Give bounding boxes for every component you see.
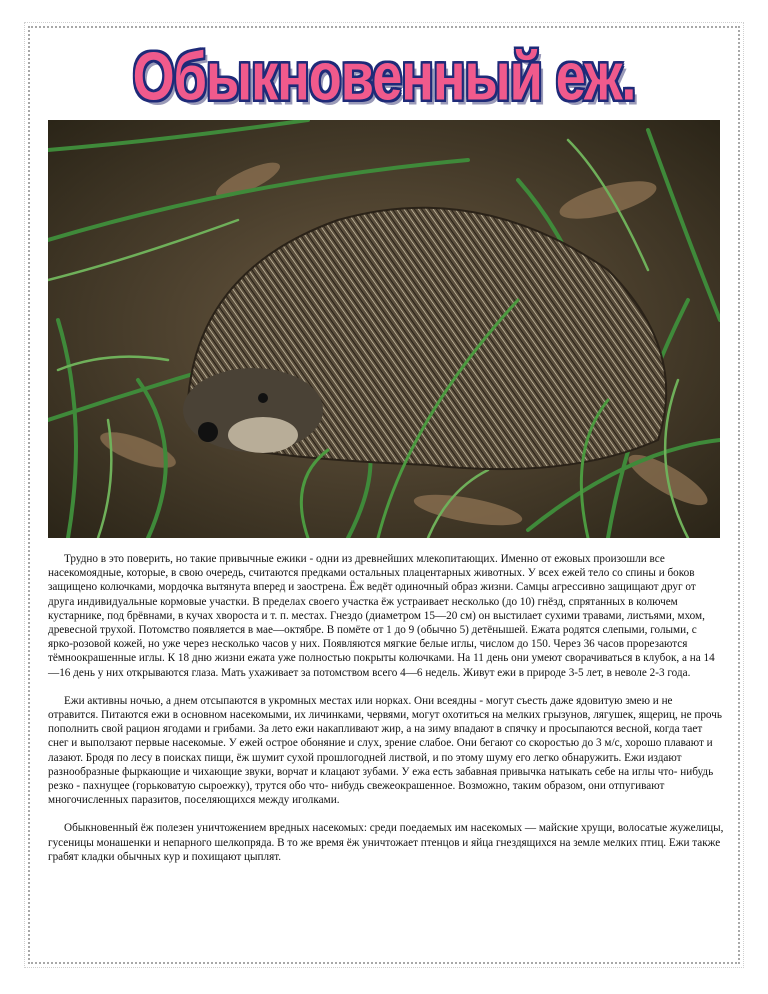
page-title: Обыкновенный еж. bbox=[132, 39, 636, 115]
paragraph: Трудно в это поверить, но такие привычные ежики - одни из древнейших млекопитающих. Именно от ежовых произошли все насекомоядные, которые, в свою очередь, считаются предками остальных плацентарных животных. У всех ежей тело со спины и боков защищено колючками, мордочка вытянута вперед и заострена. Ёж ведёт одиночный образ жизни. Самцы агрессивно защищают друг от друга индивидуальные кормовые участки. В пределах своего участка ёж устраивает несколько (до 10) гнёзд, спрятанных в колючем кустарнике, под брёвнами, в кучах хвороста и т. п. местах. Гнездо (диаметром 15—20 см) он выстилает сухими травами, листьями, мхом, древесной трухой. Потомство появляется в мае—октябре. В помёте от 1 до 9 (обычно 5) детёнышей. Ежата родятся слепыми, голыми, с ярко-розовой кожей, но уже через несколько часов у них. Появляются мягкие белые иглы, числом до 150. Через 36 часов прорезаются тёмноокрашенные иглы. К 18 дню жизни ежата уже полностью покрыты колючками. На 11 день они умеют сворачиваться в клубок, а на 14—16 день у них открываются глаза. Мать ухаживает за потомством всего 4—6 недель. Живут ежи в природе 3-5 лет, в неволе 2-3 года. bbox=[48, 553, 715, 679]
hedgehog-photo bbox=[48, 120, 720, 538]
article-text bbox=[48, 552, 724, 878]
paragraph: Обыкновенный ёж полезен уничтожением вредных насекомых: среди поедаемых им насекомых — майские хрущи, волосатые жужелицы, гусеницы монашенки и непарного шелкопряда. В то же время ёж уничтожает птенцов и яйца гнездящихся на земле мелких птиц. Ежи также грабят кладки обычных кур и похищают цыплят. bbox=[48, 822, 724, 863]
paragraph: Ежи активны ночью, а днем отсыпаются в укромных местах или норках. Они всеядны - могут съесть даже ядовитую змею и не отравится. Питаются ежи в основном насекомыми, их личинками, червями, могут охотиться на мелких грызунов, лягушек, ящериц, не прочь пополнить свой рацион ягодами и грибами. За лето ежи накапливают жир, а на зиму впадают в спячку и просыпаются весной, когда тает снег и выползают первые насекомые. У ежей острое обоняние и слух, зрение слабое. Они бегают со скоростью до 3 м/с, хорошо плавают и лазают. Бродя по лесу в поисках пищи, ёж шумит сухой прошлогодней листвой, и по этому шуму его легко обнаружить. Ежи издают разнообразные фыркающие и чихающие звуки, ворчат и клацают зубами. У ежа есть забавная привычка натыкать себе на иглы что- нибудь резко - пахнущее (горьковатую сыроежку), трутся обо что- нибудь свежеокрашенное. Возможно, таким образом, они отпугивают многочисленных паразитов, поселяющихся между иголками. bbox=[48, 694, 722, 807]
